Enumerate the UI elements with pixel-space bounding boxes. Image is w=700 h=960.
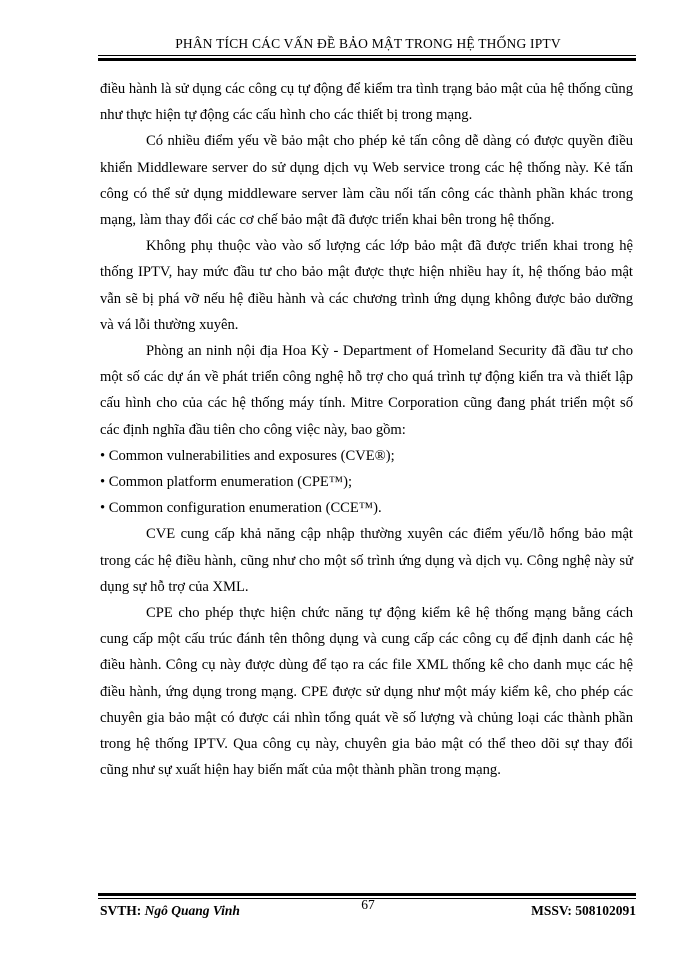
paragraph-2: Có nhiều điểm yếu về bảo mật cho phép kẻ tấn công dễ dàng có được quyền điều khiển Middleware server do sử dụng dịch vụ Web service trong các hệ thống này. Kẻ tấn công có thể sử dụng middleware server làm cầu nối tấn công các thành phần khác trong mạng, làm thay đổi các cơ chế bảo mật đã được triển khai bên trong hệ thống.: [100, 133, 633, 229]
bullet-item-cce: • Common configuration enumeration (CCE™).: [100, 500, 382, 517]
paragraph-4: Phòng an ninh nội địa Hoa Kỳ - Department of Homeland Security đã đầu tư cho một số các dự án về phát triển công nghệ hỗ trợ cho quá trình tự động kiển tra và thiết lập cấu hình cho của các hệ thống máy tính. Mitre Corporation cũng đang phát triển một số các định nghĩa đầu tiên cho công việc này, bao gồm:: [100, 343, 633, 438]
paragraph-6: CPE cho phép thực hiện chức năng tự động kiểm kê hệ thống mạng bằng cách cung cấp một cấu trúc đánh tên thông dụng và cung cấp các công cụ để định danh các hệ điều hành. Công cụ này được dùng để tạo ra các file XML thống kê cho danh mục các hệ điều hành, ứng dụng trong mạng. CPE được sử dụng như một máy kiểm kê, cho phép các chuyên gia bảo mật có được cái nhìn tổng quát về số lượng và chủng loại các thành phần trong hệ thống IPTV. Qua công cụ này, chuyên gia bảo mật có thể theo dõi sự thay đổi cũng như sự xuất hiện hay biến mất của một thành phần trong mạng.: [100, 605, 633, 779]
body-text: [100, 76, 633, 783]
page-header-title: PHÂN TÍCH CÁC VẤN ĐỀ BẢO MẬT TRONG HỆ THỐNG IPTV: [175, 36, 561, 51]
paragraph-5: CVE cung cấp khả năng cập nhập thường xuyên các điểm yếu/lỗ hổng bảo mật trong các hệ điều hành, cũng như cho một số trình ứng dụng và dịch vụ. Công nghệ này sử dụng sự hỗ trợ của XML.: [100, 526, 633, 595]
header-rule-thick: [98, 58, 636, 61]
student-id: MSSV: 508102091: [531, 903, 636, 918]
bullet-item-cpe: • Common platform enumeration (CPE™);: [100, 474, 353, 491]
student-name: Ngô Quang Vinh: [144, 903, 240, 918]
page-number: 67: [361, 897, 375, 912]
student-label: SVTH:: [100, 903, 142, 918]
paragraph-1: điều hành là sử dụng các công cụ tự động để kiểm tra tình trạng bảo mật của hệ thống cũng như thực hiện tự động các cấu hình cho các thiết bị trong mạng.: [100, 81, 633, 124]
footer-rule-thick: [98, 893, 636, 896]
header-rule-thin: [98, 55, 636, 56]
paragraph-3: Không phụ thuộc vào vào số lượng các lớp bảo mật đã được triển khai trong hệ thống IPTV, hay mức đầu tư cho bảo mật được thực hiện nhiều hay ít, hệ thống bảo mật vẫn sẽ bị phá vỡ nếu hệ điều hành và các chương trình ứng dụng không được bảo dưỡng và vá lỗi thường xuyên.: [100, 238, 633, 333]
bullet-item-cve: • Common vulnerabilities and exposures (CVE®);: [100, 447, 395, 464]
